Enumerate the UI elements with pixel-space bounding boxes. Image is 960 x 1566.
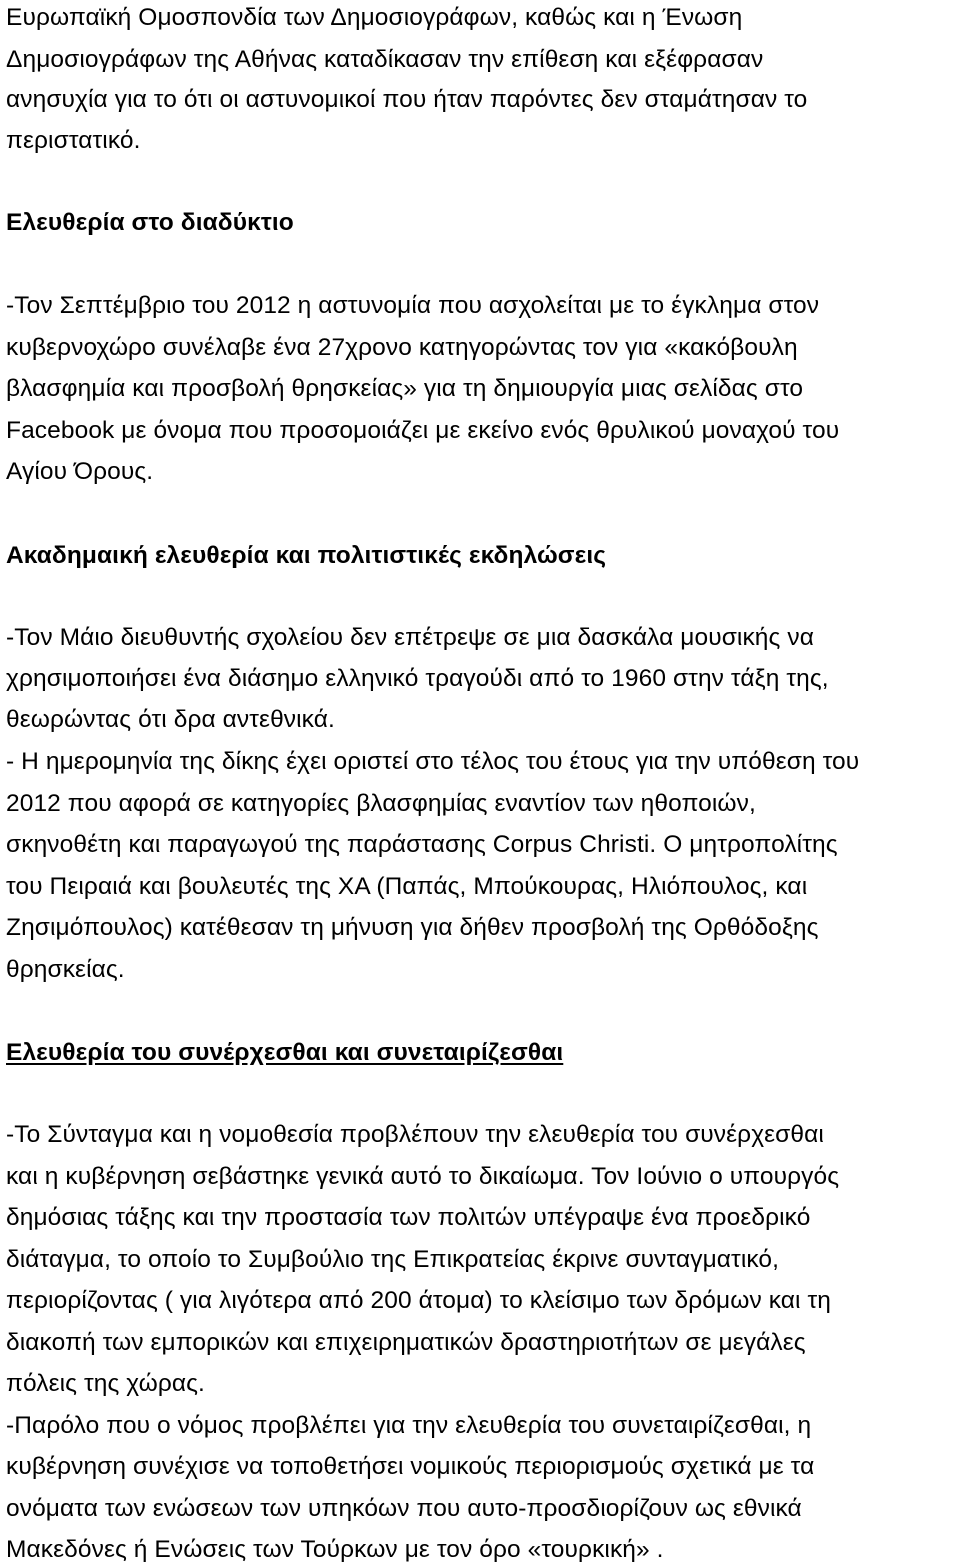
text-line: -Τον Σεπτέμβριο του 2012 η αστυνομία που ασχολείται με το έγκλημα στον <box>6 292 820 319</box>
text-line: δημόσιας τάξης και την προστασία των πολιτών υπέγραψε ένα προεδρικό <box>6 1204 811 1231</box>
text-line: 2012 που αφορά σε κατηγορίες βλασφημίας εναντίον των ηθοποιών, <box>6 790 756 817</box>
text-line: του Πειραιά και βουλευτές της ΧΑ (Παπάς, Μπούκουρας, Ηλιόπουλος, και <box>6 873 808 900</box>
text-line: κυβερνοχώρο συνέλαβε ένα 27χρονο κατηγορώντας τον για «κακόβουλη <box>6 334 798 361</box>
text-line: ονόματα των ενώσεων των υπηκόων που αυτο-προσδιορίζουν ως εθνικά <box>6 1495 802 1522</box>
text-line: Facebook με όνομα που προσομοιάζει με εκείνο ενός θρυλικού μοναχού του <box>6 417 840 444</box>
text-line: - Η ημερομηνία της δίκης έχει οριστεί στο τέλος του έτους για την υπόθεση του <box>6 748 860 775</box>
text-line: ανησυχία για το ότι οι αστυνομικοί που ήταν παρόντες δεν σταμάτησαν το <box>6 86 808 113</box>
section-heading: Ελευθερία του συνέρχεσθαι και συνεταιρίζεσθαι <box>6 1039 564 1066</box>
text-line: περιστατικό. <box>6 127 141 154</box>
text-line: κυβέρνηση συνέχισε να τοποθετήσει νομικούς περιορισμούς σχετικά με τα <box>6 1453 815 1480</box>
text-line: σκηνοθέτη και παραγωγού της παράστασης Corpus Christi. Ο μητροπολίτης <box>6 831 838 858</box>
section-heading: Ακαδημαική ελευθερία και πολιτιστικές εκδηλώσεις <box>6 542 607 569</box>
text-line: βλασφημία και προσβολή θρησκείας» για τη δημιουργία μιας σελίδας στο <box>6 375 804 402</box>
text-line: Ευρωπαϊκή Ομοσπονδία των Δημοσιογράφων, καθώς και η Ένωση <box>6 4 743 31</box>
text-line: διακοπή των εμπορικών και επιχειρηματικών δραστηριοτήτων σε μεγάλες <box>6 1329 806 1356</box>
text-line: -Παρόλο που ο νόμος προβλέπει για την ελευθερία του συνεταιρίζεσθαι, η <box>6 1412 812 1439</box>
text-line: θεωρώντας ότι δρα αντεθνικά. <box>6 706 335 733</box>
section-heading: Ελευθερία στο διαδύκτιο <box>6 209 294 236</box>
text-line: Ζησιμόπουλος) κατέθεσαν τη μήνυση για δήθεν προσβολή της Ορθόδοξης <box>6 914 819 941</box>
text-line: Μακεδόνες ή Ενώσεις των Τούρκων με τον όρο «τουρκική» . <box>6 1536 664 1563</box>
text-line: Δημοσιογράφων της Αθήνας καταδίκασαν την επίθεση και εξέφρασαν <box>6 46 764 73</box>
text-line: και η κυβέρνηση σεβάστηκε γενικά αυτό το δικαίωμα. Τον Ιούνιο ο υπουργός <box>6 1163 840 1190</box>
text-line: πόλεις της χώρας. <box>6 1370 205 1397</box>
text-line: διάταγμα, το οποίο το Συμβούλιο της Επικρατείας έκρινε συνταγματικό, <box>6 1246 780 1273</box>
text-line: -Το Σύνταγμα και η νομοθεσία προβλέπουν την ελευθερία του συνέρχεσθαι <box>6 1121 824 1148</box>
text-line: θρησκείας. <box>6 956 125 983</box>
text-line: χρησιμοποιήσει ένα διάσημο ελληνικό τραγούδι από το 1960 στην τάξη της, <box>6 665 829 692</box>
text-line: Αγίου Όρους. <box>6 458 154 485</box>
text-line: -Τον Μάιο διευθυντής σχολείου δεν επέτρεψε σε μια δασκάλα μουσικής να <box>6 624 814 651</box>
text-line: περιορίζοντας ( για λιγότερα από 200 άτομα) το κλείσιμο των δρόμων και τη <box>6 1287 831 1314</box>
